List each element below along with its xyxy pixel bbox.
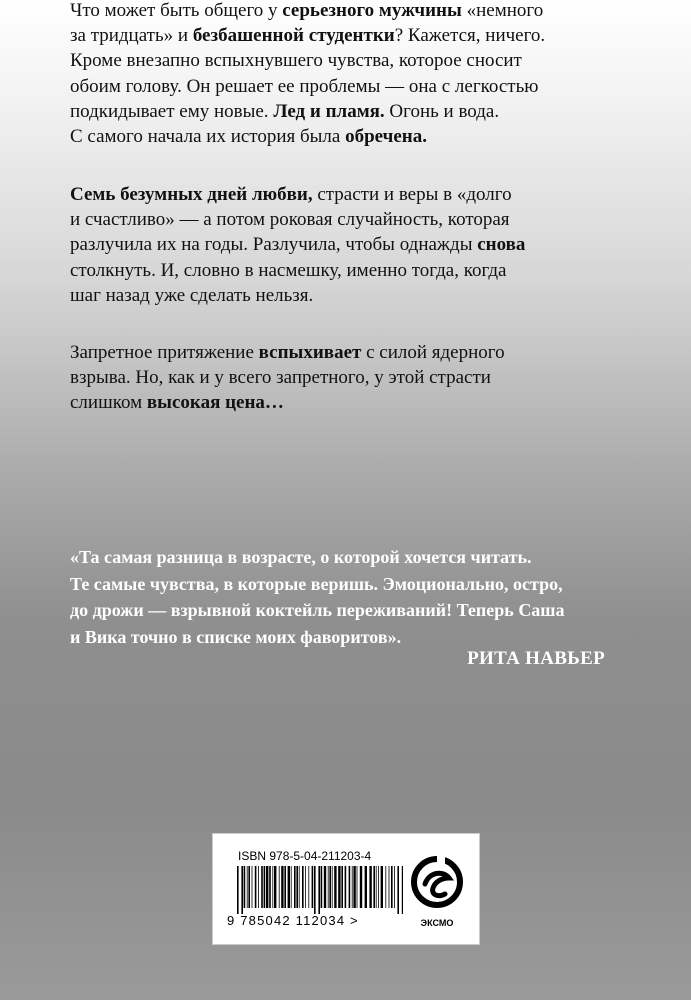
blurb-emphasis: обречена. (345, 126, 427, 148)
barcode-bar (332, 866, 333, 908)
barcode-bar (314, 866, 316, 914)
barcode-bar (389, 866, 390, 908)
blurb-text: с силой ядерного (361, 342, 505, 363)
barcode-bar (266, 866, 268, 908)
blurb-text: Запретное притяжение (70, 342, 259, 363)
blurb-emphasis: снова (477, 234, 526, 256)
barcode-bar (261, 866, 263, 908)
barcode-bar (244, 866, 246, 908)
blurb-text: слишком (70, 392, 147, 414)
barcode-bar (378, 866, 379, 908)
barcode-bar (299, 866, 300, 908)
publisher-name: ЭКСМО (420, 918, 454, 928)
barcode-bar (305, 866, 306, 908)
blurb-paragraph-2 (70, 182, 620, 308)
blurb-text: за тридцать» и (70, 25, 193, 47)
blurb-text: столкнуть. И, словно в насмешку, именно тогда, когда (70, 259, 507, 281)
barcode-bar (296, 866, 298, 908)
barcode-bar (264, 866, 266, 908)
barcode-bar (308, 866, 309, 908)
isbn-block (212, 833, 480, 945)
barcode-bar (294, 866, 296, 908)
barcode-bar (360, 866, 362, 908)
blurb-paragraph-1 (70, 0, 620, 149)
blurb-emphasis: Лед и пламя. (273, 100, 385, 122)
barcode-bar (353, 866, 355, 908)
barcode-bar (391, 866, 393, 908)
barcode-bar (288, 866, 290, 908)
blurb-text: «немного (461, 0, 544, 21)
blurb-text: подкидывает ему новые. (70, 100, 274, 122)
barcode-bar (302, 866, 304, 908)
barcode-bar (357, 866, 358, 908)
blurb-text: шаг назад уже сделать нельзя. (70, 284, 314, 306)
barcode-bar (381, 866, 383, 908)
barcode-bar (279, 866, 280, 908)
blurb-text: Кроме внезапно вспыхнувшего чувства, которое сносит (70, 50, 522, 72)
barcode-bar (318, 866, 320, 914)
blurb-text: взрыва. Но, как и у всего запретного, у этой страсти (70, 367, 491, 389)
blurb-text: страсти и веры в «долго (312, 184, 512, 205)
blurb-text: и счастливо» — а потом роковая случайность, которая (70, 209, 510, 231)
isbn-label: ISBN 978-5-04-211203-4 (238, 849, 372, 863)
barcode-bar (349, 866, 351, 908)
barcode-bar (373, 866, 375, 908)
barcode-bar (252, 866, 253, 908)
publisher-logo (411, 848, 463, 933)
review-line: до дрожи — взрывной коктейль переживаний! Теперь Саша (70, 600, 565, 620)
barcode (237, 866, 403, 914)
barcode-bar (365, 866, 367, 908)
review-line: Те самые чувства, в которые веришь. Эмоционально, остро, (70, 573, 563, 594)
blurb-text: Огонь и вода. (384, 100, 500, 122)
barcode-bar (352, 866, 353, 908)
barcode-bar (255, 866, 257, 908)
barcode-digits: 9 785042 112034 > (227, 913, 359, 928)
barcode-bar (369, 866, 371, 908)
review-quote (70, 544, 630, 650)
blurb-text: разлучила их на годы. Разлучила, чтобы однажды (70, 234, 478, 256)
barcode-bar (284, 866, 286, 908)
barcode-bar (402, 866, 403, 914)
barcode-bar (281, 866, 283, 908)
blurb-text: обоим голову. Он решает ее проблемы — она с легкостью (70, 75, 539, 97)
barcode-bar (247, 866, 248, 908)
barcode-bar (248, 866, 250, 908)
barcode-bar (291, 866, 292, 908)
barcode-bar (328, 866, 329, 908)
barcode-bar (345, 866, 347, 908)
blurb-paragraph-3 (70, 340, 620, 416)
barcode-bar (338, 866, 340, 908)
blurb-emphasis: вспыхивает (258, 342, 362, 363)
barcode-bar (324, 866, 326, 908)
blurb-emphasis: серьезного мужчины (282, 0, 462, 21)
barcode-bar (321, 866, 323, 908)
review-line: и Вика точно в списке моих фаворитов». (70, 626, 402, 647)
blurb-emphasis: высокая цена… (146, 392, 284, 414)
barcode-bar (241, 866, 243, 914)
blurb-text: ? Кажется, ничего. (394, 25, 546, 47)
barcode-bar (394, 866, 395, 908)
blurb-emphasis: Семь безумных дней любви, (70, 184, 313, 205)
barcode-bar (334, 866, 336, 908)
blurb-emphasis: безбашенной студентки (192, 25, 395, 47)
barcode-bar (329, 866, 331, 908)
barcode-bar (341, 866, 343, 908)
barcode-bar (269, 866, 271, 908)
review-line: «Та самая разница в возрасте, о которой хочется читать. (70, 547, 532, 567)
barcode-bar (397, 866, 399, 914)
barcode-bar (237, 866, 239, 914)
blurb-text: Что может быть общего у (70, 0, 283, 21)
barcode-bar (274, 866, 276, 908)
barcode-bar (376, 866, 377, 908)
barcode-bar (272, 866, 273, 908)
eksmo-logo-icon (411, 848, 463, 918)
blurb-text: С самого начала их история была (70, 126, 346, 148)
barcode-bar (385, 866, 386, 908)
barcode-bar (258, 866, 259, 908)
review-author: РИТА НАВЬЕР (467, 648, 605, 669)
barcode-bar (312, 866, 314, 908)
